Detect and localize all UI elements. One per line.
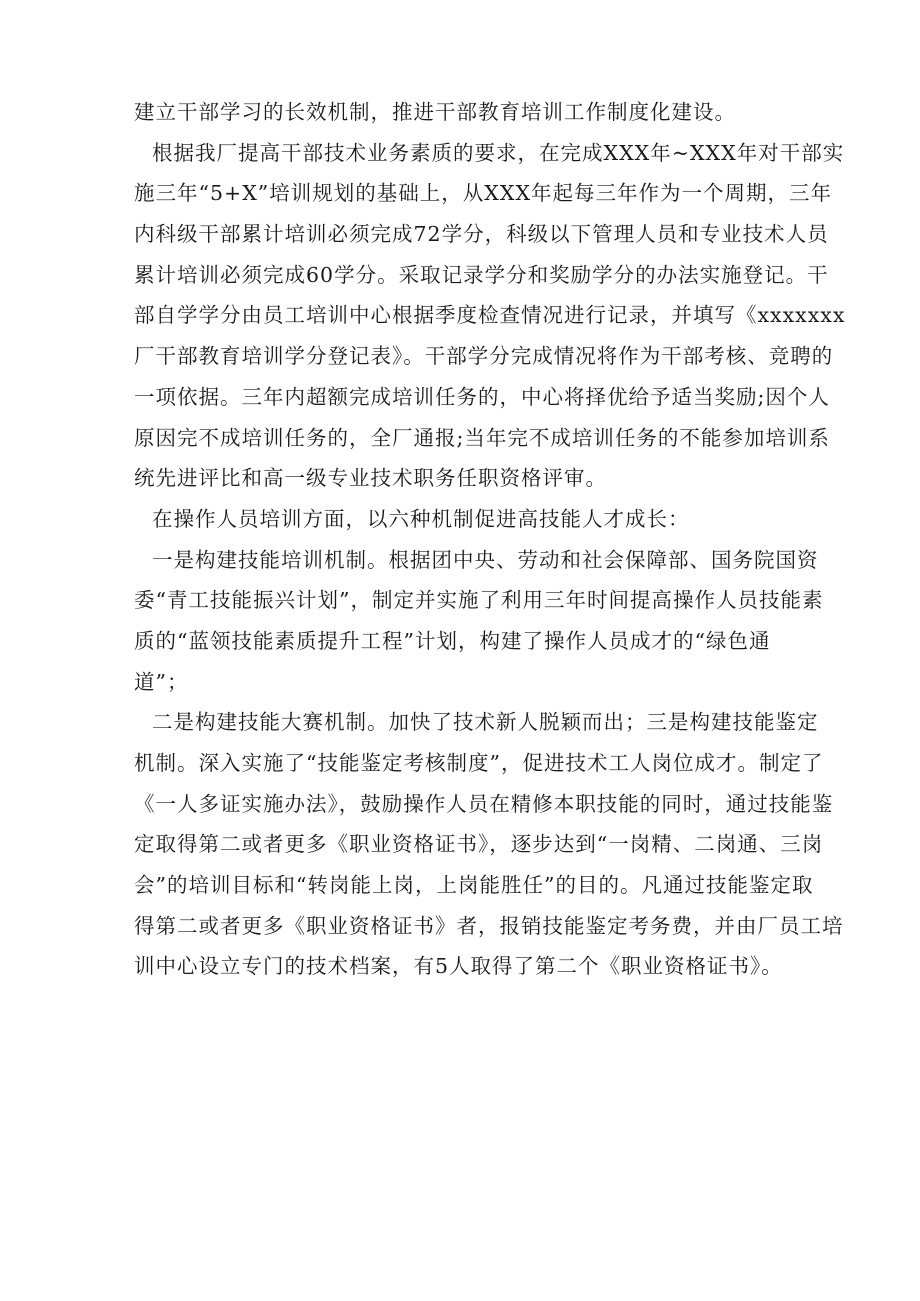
text-line: 会”的培训目标和“转岗能上岗，上岗能胜任”的目的。凡通过技能鉴定取	[134, 873, 814, 898]
text-line: 部自学学分由员工培训中心根据季度检查情况进行记录，并填写《xxxxxxx	[134, 303, 846, 328]
text-line: 二是构建技能大赛机制。加快了技术新人脱颖而出；三是构建技能鉴定	[152, 710, 819, 735]
text-line: 定取得第二或者更多《职业资格证书》，逐步达到“一岗精、二岗通、三岗	[134, 832, 824, 857]
text-line: 得第二或者更多《职业资格证书》者，报销技能鉴定考务费，并由厂员工培	[134, 913, 844, 938]
text-line: 厂干部教育培训学分登记表》。干部学分完成情况将作为干部考核、竞聘的	[134, 344, 834, 369]
text-line: 《一人多证实施办法》，鼓励操作人员在精修本职技能的同时，通过技能鉴	[134, 791, 834, 816]
text-line: 施三年“5+X”培训规划的基础上，从XXX年起每三年作为一个周期，三年	[134, 181, 833, 206]
text-line: 道”；	[134, 669, 189, 694]
text-line: 机制。深入实施了“技能鉴定考核制度”，促进技术工人岗位成才。制定了	[134, 751, 824, 775]
text-line: 质的“蓝领技能素质提升工程”计划，构建了操作人员成才的“绿色通	[134, 628, 771, 653]
text-line: 原因完不成培训任务的，全厂通报;当年完不成培训任务的不能参加培训系	[134, 425, 830, 450]
text-line: 训中心设立专门的技术档案，有5人取得了第二个《职业资格证书》。	[134, 954, 783, 979]
text-line: 一是构建技能培训机制。根据团中央、劳动和社会保障部、国务院国资	[152, 547, 819, 572]
text-line: 内科级干部累计培训必须完成72学分，科级以下管理人员和专业技术人员	[134, 222, 829, 247]
text-line: 一项依据。三年内超额完成培训任务的，中心将择优给予适当奖励;因个人	[134, 384, 830, 409]
text-line: 统先进评比和高一级专业技术职务任职资格评审。	[134, 466, 607, 491]
text-line: 建立干部学习的长效机制，推进干部教育培训工作制度化建设。	[134, 100, 736, 124]
text-line: 根据我厂提高干部技术业务素质的要求，在完成XXX年~XXX年对干部实	[152, 140, 845, 165]
text-line: 委“青工技能振兴计划”，制定并实施了利用三年时间提高操作人员技能素	[134, 588, 824, 613]
text-line: 累计培训必须完成60学分。采取记录学分和奖励学分的办法实施登记。干	[134, 262, 829, 287]
document-body	[134, 92, 846, 987]
text-line: 在操作人员培训方面，以六种机制促进高技能人才成长：	[152, 506, 690, 531]
